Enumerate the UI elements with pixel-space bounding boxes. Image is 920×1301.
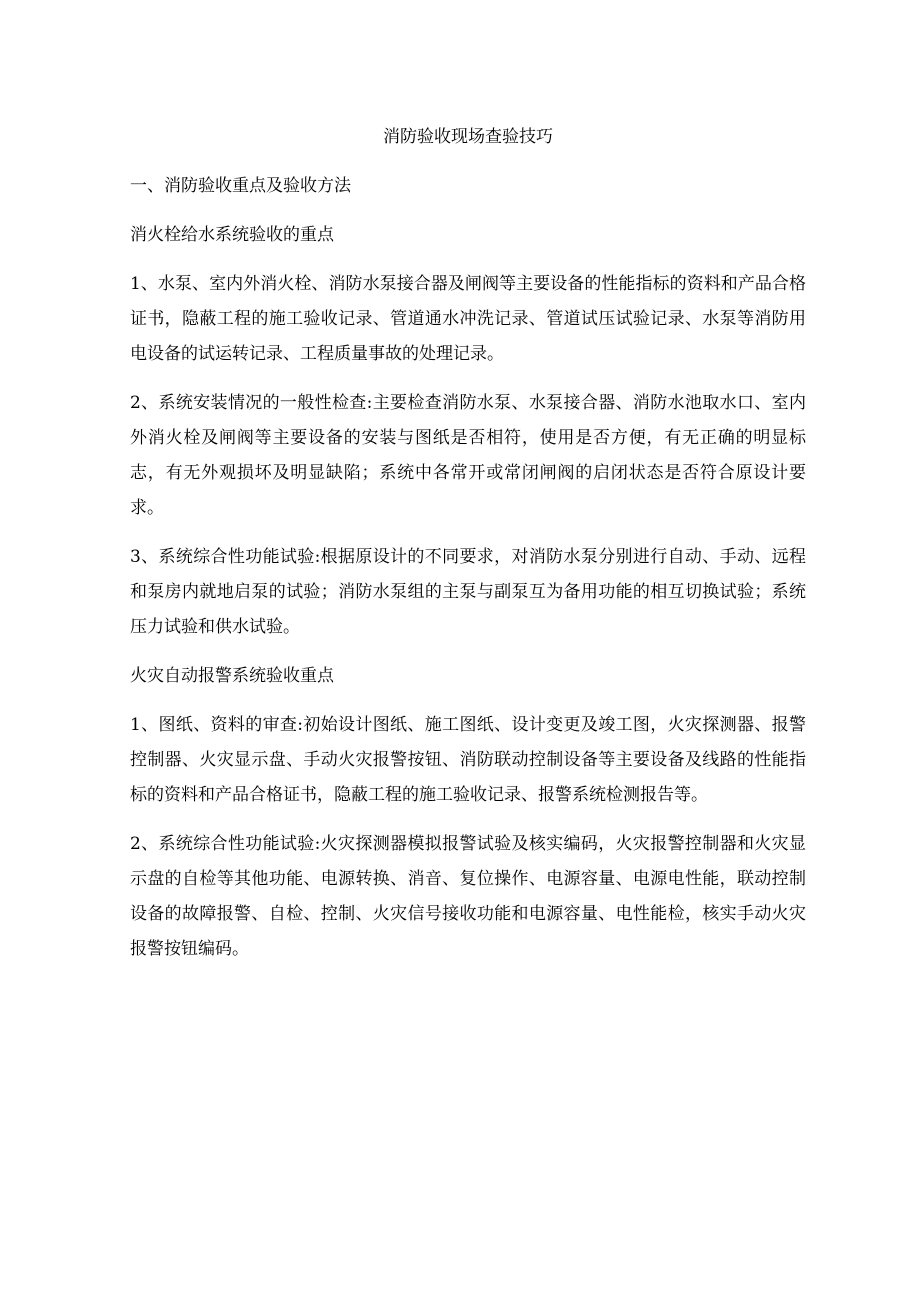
alarm-system-heading: 火灾自动报警系统验收重点 bbox=[130, 666, 334, 686]
section-heading: 一、消防验收重点及验收方法 bbox=[130, 176, 351, 196]
hydrant-item-2: 2、系统安装情况的一般性检查:主要检查消防水泵、水泵接合器、消防水池取水口、室内外消火栓及闸阀等主要设备的安装与图纸是否相符，使用是否方便，有无正确的明显标志，有无外观损坏及明显缺陷；系统中各常开或常闭闸阀的启闭状态是否符合原设计要求。 bbox=[130, 393, 806, 518]
document-body bbox=[130, 120, 806, 967]
hydrant-item-3: 3、系统综合性功能试验:根据原设计的不同要求，对消防水泵分别进行自动、手动、远程和泵房内就地启泵的试验；消防水泵组的主泵与副泵互为备用功能的相互切换试验；系统压力试验和供水试验。 bbox=[130, 547, 806, 637]
alarm-item-2: 2、系统综合性功能试验:火灾探测器模拟报警试验及核实编码，火灾报警控制器和火灾显示盘的自检等其他功能、电源转换、消音、复位操作、电源容量、电源电性能，联动控制设备的故障报警、自检、控制、火灾信号接收功能和电源容量、电性能检，核实手动火灾报警按钮编码。 bbox=[130, 834, 806, 959]
hydrant-item-1: 1、水泵、室内外消火栓、消防水泵接合器及闸阀等主要设备的性能指标的资料和产品合格证书，隐蔽工程的施工验收记录、管道通水冲洗记录、管道试压试验记录、水泵等消防用电设备的试运转记录、工程质量事故的处理记录。 bbox=[130, 274, 806, 364]
hydrant-system-heading: 消火栓给水系统验收的重点 bbox=[130, 225, 334, 245]
document-title: 消防验收现场查验技巧 bbox=[383, 127, 553, 147]
alarm-item-1: 1、图纸、资料的审查:初始设计图纸、施工图纸、设计变更及竣工图，火灾探测器、报警控制器、火灾显示盘、手动火灾报警按钮、消防联动控制设备等主要设备及线路的性能指标的资料和产品合格证书，隐蔽工程的施工验收记录、报警系统检测报告等。 bbox=[130, 715, 806, 805]
